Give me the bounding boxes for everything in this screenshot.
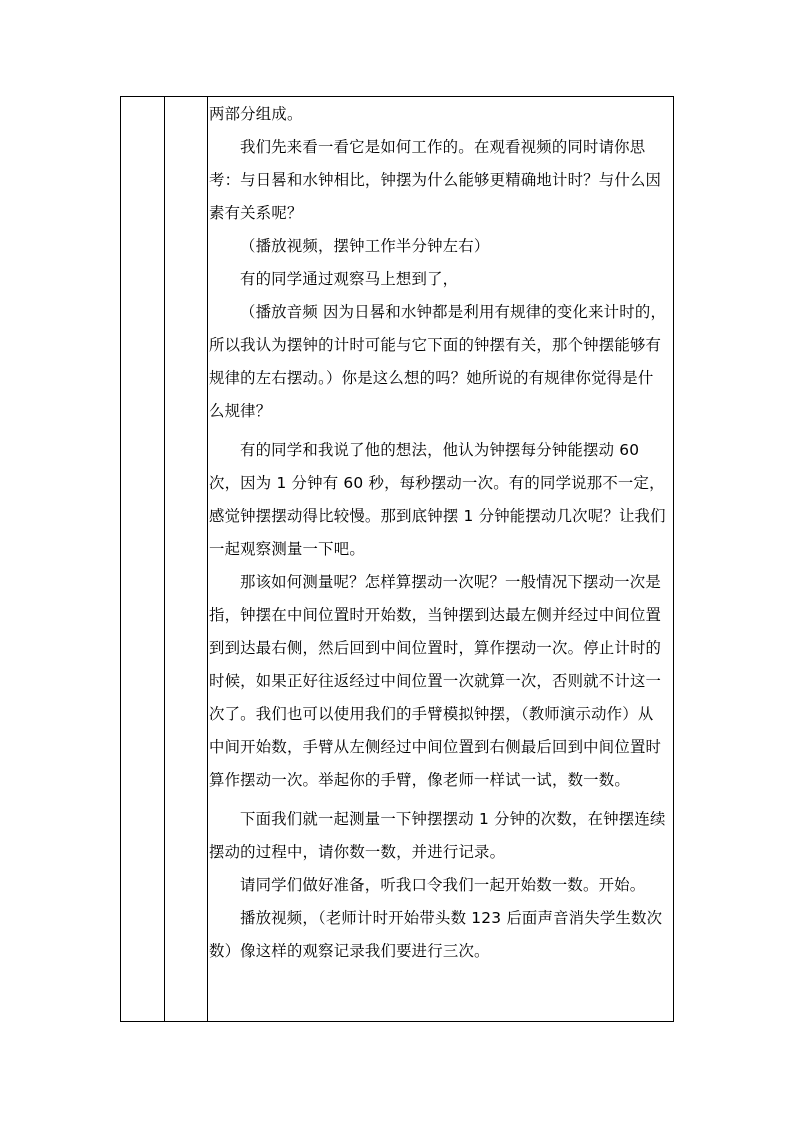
paragraph-8: 下面我们就一起测量一下钟摆摆动 1 分钟的次数，在钟摆连续摆动的过程中，请你数一数，并进行记录。 — [209, 810, 666, 861]
paragraph-2: 我们先来看一看它是如何工作的。在观看视频的同时请你思考：与日晷和水钟相比，钟摆为什么能够更精确地计时？与什么因素有关系呢？ — [209, 138, 662, 222]
paragraph-6: 有的同学和我说了他的想法，他认为钟摆每分钟能摆动 60 次，因为 1 分钟有 60 秒，每秒摆动一次。有的同学说那不一定，感觉钟摆摆动得比较慢。那到底钟摆 1 分钟能摆动几次呢？让我们一起观察测量一下吧。 — [209, 441, 666, 558]
column-divider-2 — [207, 97, 208, 1021]
paragraph-7: 那该如何测量呢？怎样算摆动一次呢？一般情况下摆动一次是指，钟摆在中间位置时开始数，当钟摆到达最左侧并经过中间位置到到达最右侧，然后回到中间位置时，算作摆动一次。停止计时的时候，如果正好往返经过中间位置一次就算一次，否则就不计这一次了。我们也可以使用我们的手臂模拟钟摆，（教师演示动作）从中间开始数，手臂从左侧经过中间位置到右侧最后回到中间位置时算作摆动一次。举起你的手臂，像老师一样试一试，数一数。 — [209, 573, 662, 789]
lesson-content — [209, 98, 667, 968]
paragraph-10: 播放视频，（老师计时开始带头数 123 后面声音消失学生数次数）像这样的观察记录我们要进行三次。 — [209, 909, 663, 960]
paragraph-4: 有的同学通过观察马上想到了， — [240, 270, 459, 288]
paragraph-1: 两部分组成。 — [209, 105, 303, 123]
paragraph-5: （播放音频 因为日晷和水钟都是利用有规律的变化来计时的，所以我认为摆钟的计时可能与它下面的钟摆有关，那个钟摆能够有规律的左右摆动。）你是这么想的吗？她所说的有规律你觉得是什么规律？ — [209, 303, 667, 420]
column-divider-1 — [164, 97, 165, 1021]
paragraph-9: 请同学们做好准备，听我口令我们一起开始数一数。开始。 — [240, 876, 646, 894]
paragraph-3: （播放视频，摆钟工作半分钟左右） — [240, 237, 490, 255]
